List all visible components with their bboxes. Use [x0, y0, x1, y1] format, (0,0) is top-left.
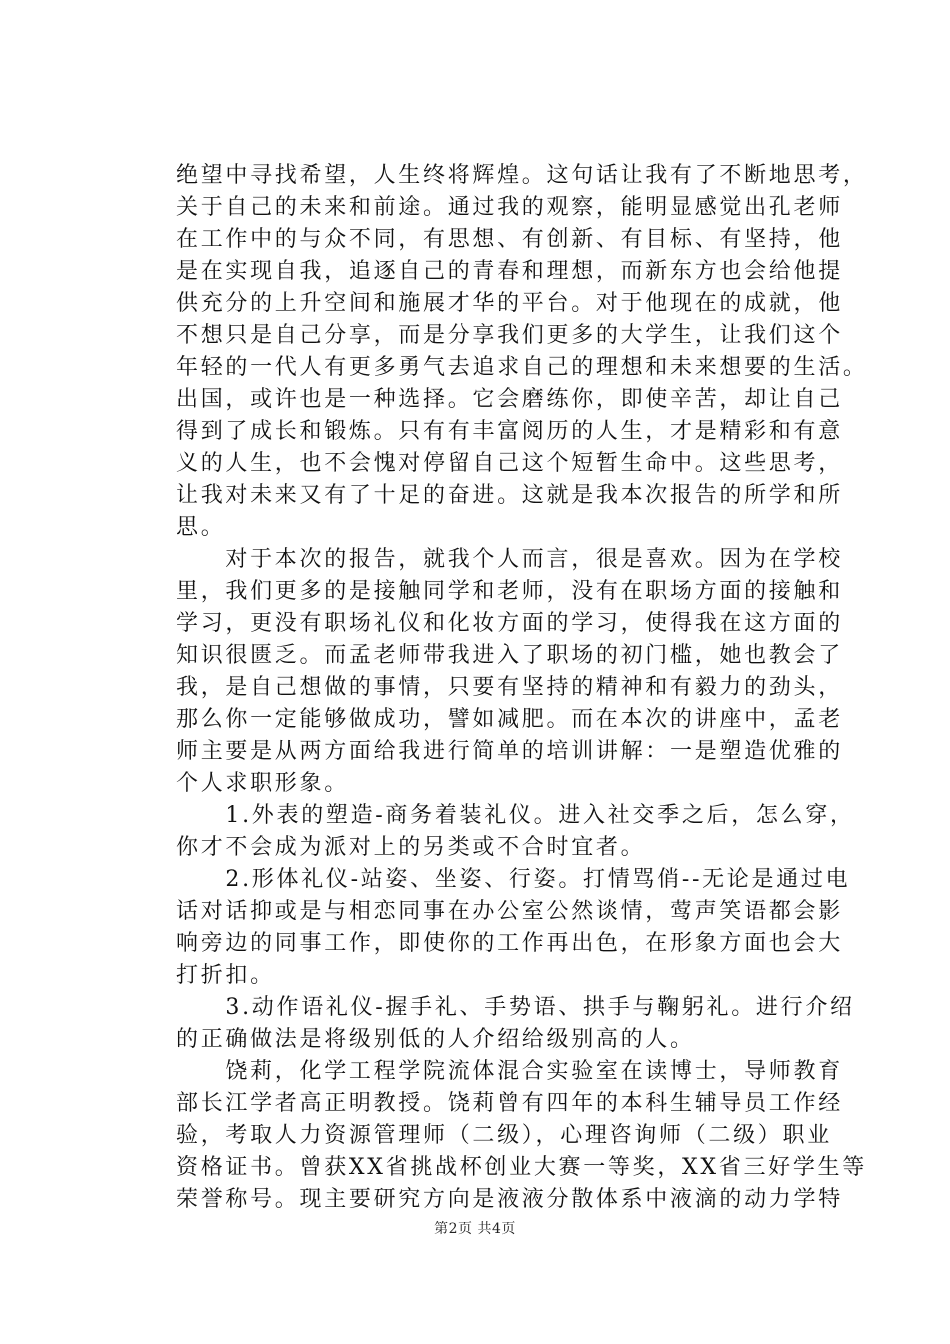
text-line: 个人求职形象。	[176, 771, 349, 796]
text-line: 关于自己的未来和前途。通过我的观察，能明显感觉出孔老师	[176, 195, 843, 220]
text-line: 思。	[176, 515, 226, 540]
text-line: 荣誉称号。现主要研究方向是液液分散体系中液滴的动力学特	[176, 1187, 843, 1212]
page-number-footer: 第2页 共4页	[434, 1221, 516, 1237]
text-line: 学习，更没有职场礼仪和化妆方面的学习，使得我在这方面的	[176, 611, 843, 636]
text-line: 的正确做法是将级别低的人介绍给级别高的人。	[176, 1027, 695, 1052]
text-line: 在工作中的与众不同，有思想、有创新、有目标、有坚持，他	[176, 227, 843, 252]
text-line: 供充分的上升空间和施展才华的平台。对于他现在的成就，他	[176, 291, 843, 316]
text-line: 那么你一定能够做成功，譬如减肥。而在本次的讲座中，孟老	[176, 707, 843, 732]
text-line: 出国，或许也是一种选择。它会磨练你，即使辛苦，却让自己	[176, 387, 843, 412]
text-line: 3.动作语礼仪-握手礼、手势语、拱手与鞠躬礼。进行介绍	[176, 995, 855, 1020]
text-line: 饶莉，化学工程学院流体混合实验室在读博士，导师教育	[176, 1059, 843, 1084]
text-line: 2.形体礼仪-站姿、坐姿、行姿。打情骂俏--无论是通过电	[176, 867, 851, 892]
text-line: 里，我们更多的是接触同学和老师，没有在职场方面的接触和	[176, 579, 843, 604]
text-line: 让我对未来又有了十足的奋进。这就是我本次报告的所学和所	[176, 483, 843, 508]
text-line: 知识很匮乏。而孟老师带我进入了职场的初门槛，她也教会了	[176, 643, 843, 668]
text-line: 1.外表的塑造-商务着装礼仪。进入社交季之后，怎么穿，	[176, 803, 855, 828]
text-line: 验，考取人力资源管理师（二级），心理咨询师（二级）职业	[176, 1123, 832, 1148]
text-line: 是在实现自我，追逐自己的青春和理想，而新东方也会给他提	[176, 259, 843, 284]
text-line: 师主要是从两方面给我进行简单的培训讲解：一是塑造优雅的	[176, 739, 843, 764]
text-line: 部长江学者高正明教授。饶莉曾有四年的本科生辅导员工作经	[176, 1091, 843, 1116]
text-line: 义的人生，也不会愧对停留自己这个短暂生命中。这些思考，	[176, 451, 843, 476]
text-line: 响旁边的同事工作，即使你的工作再出色，在形象方面也会大	[176, 931, 843, 956]
body-text	[176, 160, 868, 1216]
text-line: 不想只是自己分享，而是分享我们更多的大学生，让我们这个	[176, 323, 843, 348]
text-line: 你才不会成为派对上的另类或不合时宜者。	[176, 835, 646, 860]
text-line: 得到了成长和锻炼。只有有丰富阅历的人生，才是精彩和有意	[176, 419, 843, 444]
text-line: 对于本次的报告，就我个人而言，很是喜欢。因为在学校	[176, 547, 843, 572]
text-line: 打折扣。	[176, 963, 275, 988]
text-line: 我，是自己想做的事情，只要有坚持的精神和有毅力的劲头，	[176, 675, 843, 700]
text-line: 年轻的一代人有更多勇气去追求自己的理想和未来想要的生活。	[176, 355, 868, 380]
text-line: 绝望中寻找希望，人生终将辉煌。这句话让我有了不断地思考，	[176, 163, 868, 188]
text-line: 资格证书。曾获XX省挑战杯创业大赛一等奖，XX省三好学生等	[176, 1155, 867, 1180]
text-line: 话对话抑或是与相恋同事在办公室公然谈情，莺声笑语都会影	[176, 899, 843, 924]
